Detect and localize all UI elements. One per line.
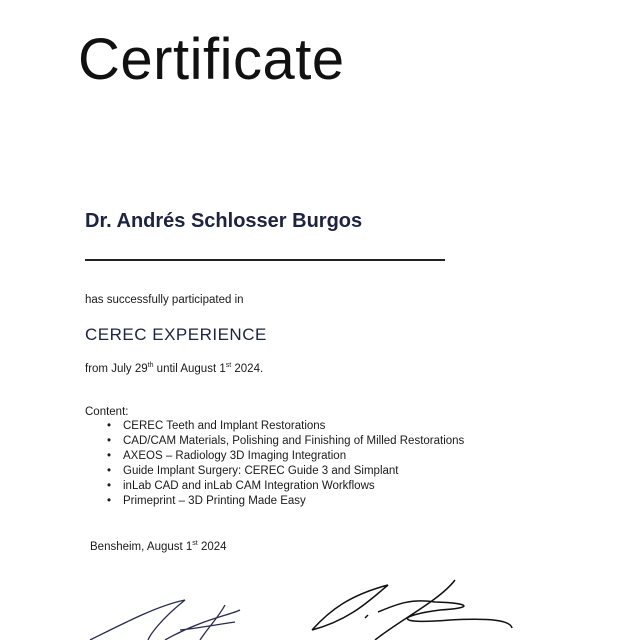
list-item: • inLab CAD and inLab CAM Integration Workflows xyxy=(107,479,464,494)
event-name: CEREC EXPERIENCE xyxy=(85,325,267,344)
certificate-title: Certificate xyxy=(78,27,345,92)
list-item: • CEREC Teeth and Implant Restorations xyxy=(107,419,464,434)
dates-mid: until August 1 xyxy=(153,362,226,375)
list-item: • CAD/CAM Materials, Polishing and Finishing of Milled Restorations xyxy=(107,434,464,449)
dates-sup1: th xyxy=(147,362,154,369)
signature-left xyxy=(90,600,240,640)
participation-text: has successfully participated in xyxy=(85,294,244,306)
dates-prefix: from July 29 xyxy=(85,362,148,375)
signature-right xyxy=(312,580,512,640)
place-sup: st xyxy=(192,540,198,547)
list-item: • Primeprint – 3D Printing Made Easy xyxy=(107,494,464,509)
list-item: • AXEOS – Radiology 3D Imaging Integration xyxy=(107,449,464,464)
content-label: Content: xyxy=(85,406,129,418)
place-suffix: 2024 xyxy=(197,540,227,553)
dates-suffix: 2024. xyxy=(231,362,264,375)
recipient-name: Dr. Andrés Schlosser Burgos xyxy=(85,210,363,232)
place-prefix: Bensheim, August 1 xyxy=(90,540,193,553)
dates-sup2: st xyxy=(225,362,232,369)
list-item: • Guide Implant Surgery: CEREC Guide 3 and Simplant xyxy=(107,464,464,479)
